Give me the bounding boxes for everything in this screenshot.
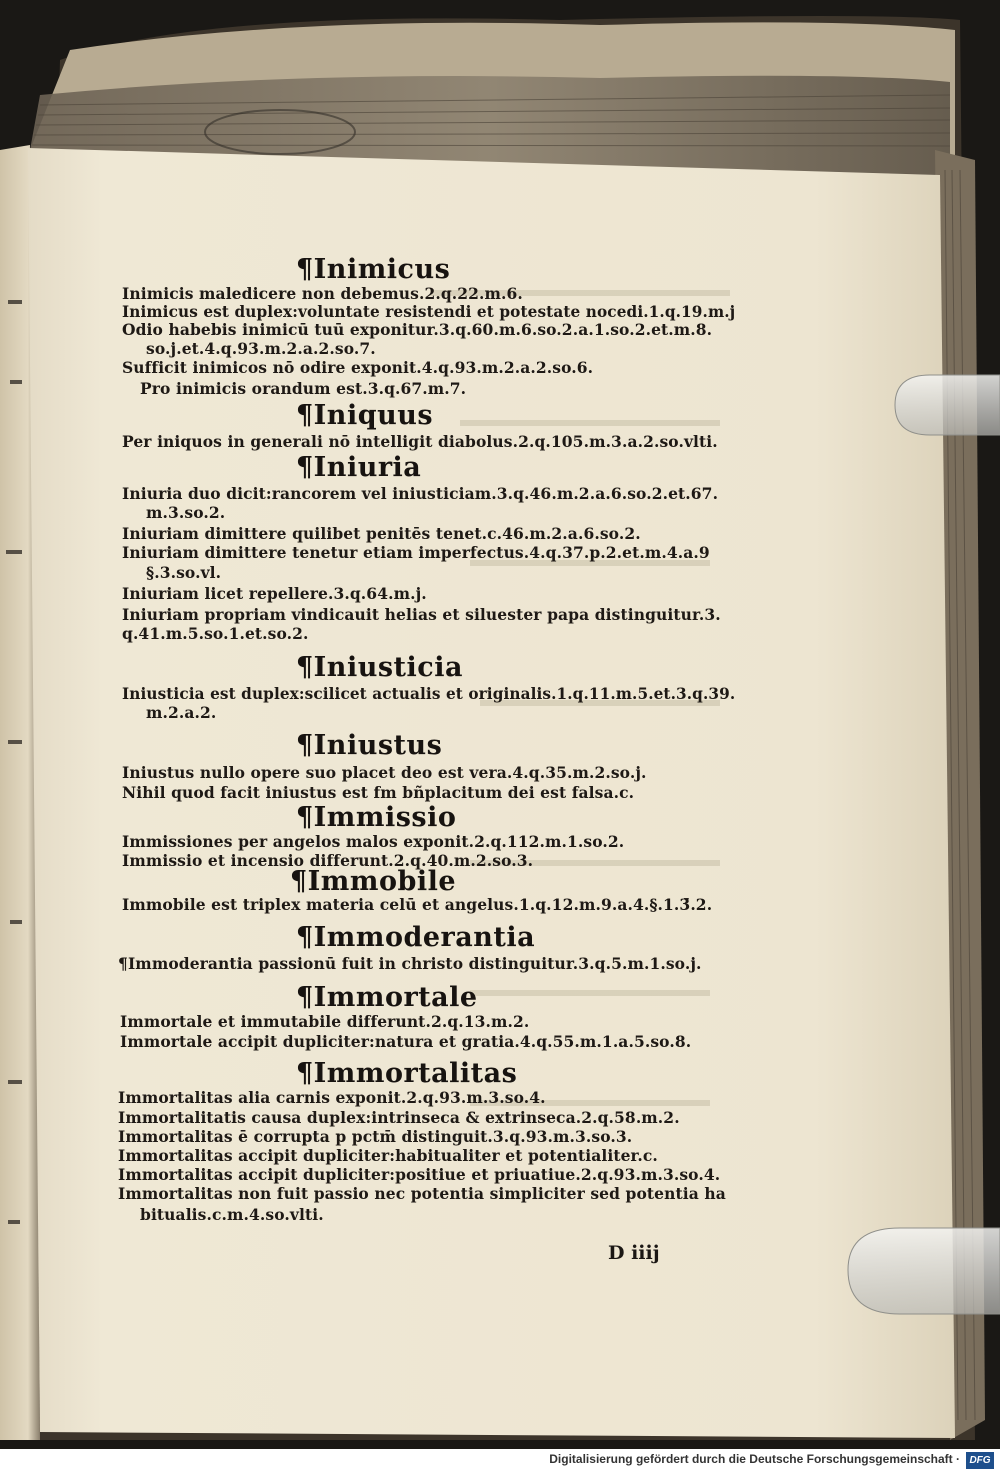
entry-line: Iniuriam dimittere tenetur etiam imperfectus.4.q.37.p.2.et.m.4.a.9 xyxy=(122,543,710,562)
entry-line: so.j.et.4.q.93.m.2.a.2.so.7. xyxy=(146,339,376,358)
entry-line: Sufficit inimicos nō odire exponit.4.q.93.m.2.a.2.so.6. xyxy=(122,358,594,377)
signature-mark: D iiij xyxy=(608,1242,660,1264)
heading-iniusticia: ¶Iniusticia xyxy=(296,652,463,683)
heading-immobile: ¶Immobile xyxy=(290,866,457,897)
entry-line: Iniuriam propriam vindicauit helias et siluester papa distinguitur.3. xyxy=(122,605,721,624)
entry-line: Immissio et incensio differunt.2.q.40.m.2.so.3. xyxy=(122,851,534,870)
entry-line: Immortalitas accipit dupliciter:habitualiter et potentialiter.c. xyxy=(118,1146,658,1165)
entry-line: Pro inimicis orandum est.3.q.67.m.7. xyxy=(140,379,467,398)
footer-bar xyxy=(0,1449,1000,1473)
entry-line: Immobile est triplex materia celū et angelus.1.q.12.m.9.a.4.§.1.3̄.2. xyxy=(122,895,713,914)
heading-immissio: ¶Immissio xyxy=(296,802,457,833)
entry-line: Inimicis maledicere non debemus.2.q.22.m.6. xyxy=(122,284,523,303)
dfg-logo: DFG xyxy=(966,1452,994,1469)
heading-immortale: ¶Immortale xyxy=(296,982,478,1013)
entry-line: ¶Immoderantia passionū fuit in christo distinguitur.3.q.5.m.1.so.j. xyxy=(118,954,702,973)
entry-line: Immortalitas ē corrupta p pctm̄ distinguit.3.q.93.m.3.so.3. xyxy=(118,1127,633,1146)
entry-line: Immortalitatis causa duplex:intrinseca & extrinseca.2.q.58.m.2. xyxy=(118,1108,680,1127)
entry-line: Iniustus nullo opere suo placet deo est vera.4.q.35.m.2.so.j. xyxy=(122,763,647,782)
entry-line: Iniuria duo dicit:rancorem vel iniusticiam.3.q.46.m.2.a.6.so.2.et.67. xyxy=(122,484,719,503)
entry-line: §.3.so.vl. xyxy=(146,563,222,582)
entry-line: Iniusticia est duplex:scilicet actualis et originalis.1.q.11.m.5.et.3.q.39. xyxy=(122,684,736,703)
entry-line: Nihil quod facit iniustus est fm bñplacitum dei est falsa.c. xyxy=(122,783,635,802)
entry-line: Immortalitas alia carnis exponit.2.q.93.m.3.so.4. xyxy=(118,1088,546,1107)
entry-line: m.3.so.2. xyxy=(146,503,226,522)
heading-immoderantia: ¶Immoderantia xyxy=(296,922,536,953)
footer-credit: Digitalisierung gefördert durch die Deutsche Forschungsgemeinschaft · xyxy=(549,1452,960,1466)
heading-iniustus: ¶Iniustus xyxy=(296,730,443,761)
entry-line: m.2.a.2. xyxy=(146,703,217,722)
entry-line: Immortale accipit dupliciter:natura et gratia.4.q.55.m.1.a.5.so.8. xyxy=(120,1032,692,1051)
heading-immortalitas: ¶Immortalitas xyxy=(296,1058,518,1089)
entry-line: Odio habebis inimicū tuū exponitur.3.q.60.m.6.so.2.a.1.so.2.et.m.8. xyxy=(122,320,713,339)
entry-line: Immortale et immutabile differunt.2.q.13.m.2. xyxy=(120,1012,530,1031)
entry-line: Immissiones per angelos malos exponit.2.q.112.m.1.so.2. xyxy=(122,832,625,851)
entry-line: Inimicus est duplex:voluntate resistendi et potestate nocedi.1.q.19.m.j xyxy=(122,302,736,321)
entry-line: Immortalitas non fuit passio nec potentia simpliciter sed potentia ha xyxy=(118,1184,726,1203)
entry-line: Iniuriam licet repellere.3.q.64.m.j. xyxy=(122,584,427,603)
entry-line: Immortalitas accipit dupliciter:positiue et priuatiue.2.q.93.m.3.so.4. xyxy=(118,1165,721,1184)
entry-line: bitualis.c.m.4.so.vlti. xyxy=(140,1205,324,1224)
entry-line: q.41.m.5.so.1.et.so.2. xyxy=(122,624,309,643)
heading-inimicus: ¶Inimicus xyxy=(296,254,451,285)
heading-iniuria: ¶Iniuria xyxy=(296,452,422,483)
entry-line: Iniuriam dimittere quilibet penitēs tenet.c.46.m.2.a.6.so.2. xyxy=(122,524,641,543)
heading-iniquus: ¶Iniquus xyxy=(296,400,434,431)
entry-line: Per iniquos in generali nō intelligit diabolus.2.q.105.m.3.a.2.so.vlti. xyxy=(122,432,718,451)
